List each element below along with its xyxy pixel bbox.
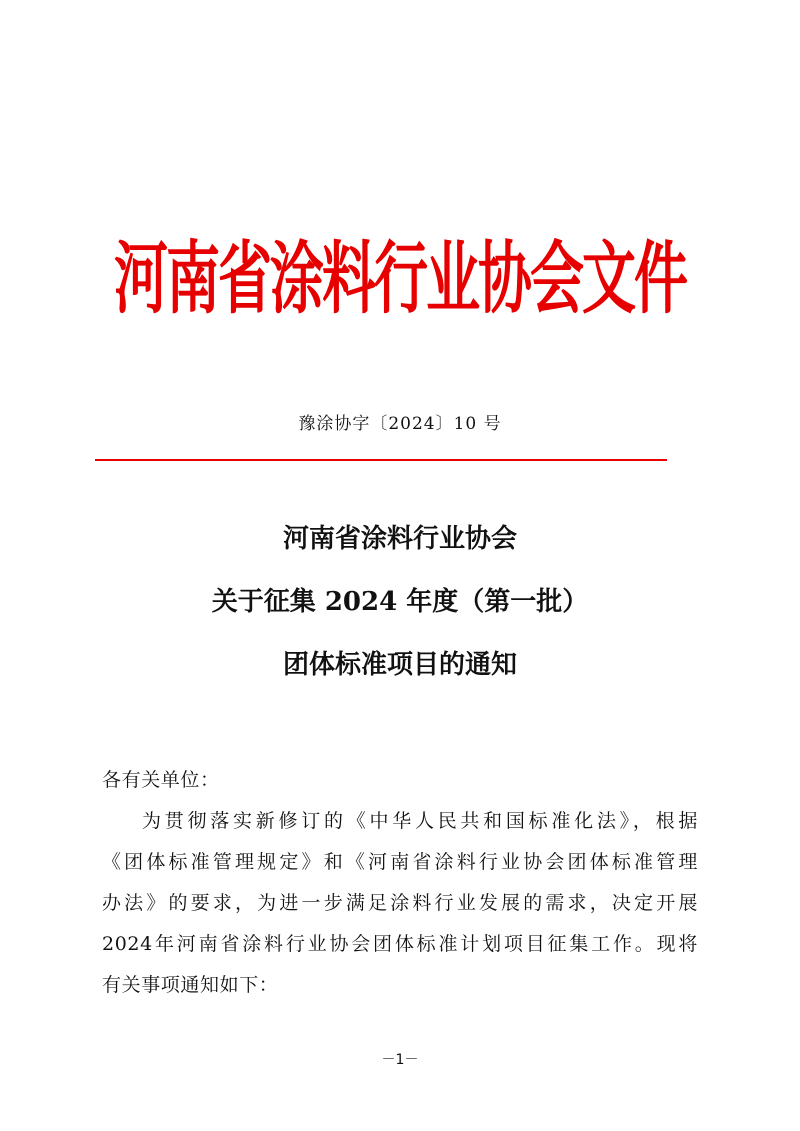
letterhead-title [0,228,800,328]
body-line-1: 为贯彻落实新修订的《中华人民共和国标准化法》，根据 [142,810,698,832]
body-line-4: 2024年河南省涂料行业协会团体标准计划项目征集工作。现将 [102,933,698,955]
salutation: 各有关单位： [102,769,220,791]
letterhead-text: 河南省涂料行业协会文件 [114,231,686,325]
body-line-2: 《团体标准管理规定》和《河南省涂料行业协会团体标准管理 [102,851,698,873]
notice-title-line-3: 团体标准项目的通知 [282,650,517,680]
notice-title-line-1: 河南省涂料行业协会 [282,524,517,554]
page-number: －1－ [381,1052,419,1068]
notice-title-line-2: 关于征集 2024 年度（第一批） [211,587,589,617]
red-divider-line [95,459,667,461]
document-number: 豫涂协字〔2024〕10 号 [298,414,502,434]
body-line-3: 办法》的要求，为进一步满足涂料行业发展的需求，决定开展 [102,892,698,914]
body-line-5: 有关事项通知如下： [102,974,279,996]
